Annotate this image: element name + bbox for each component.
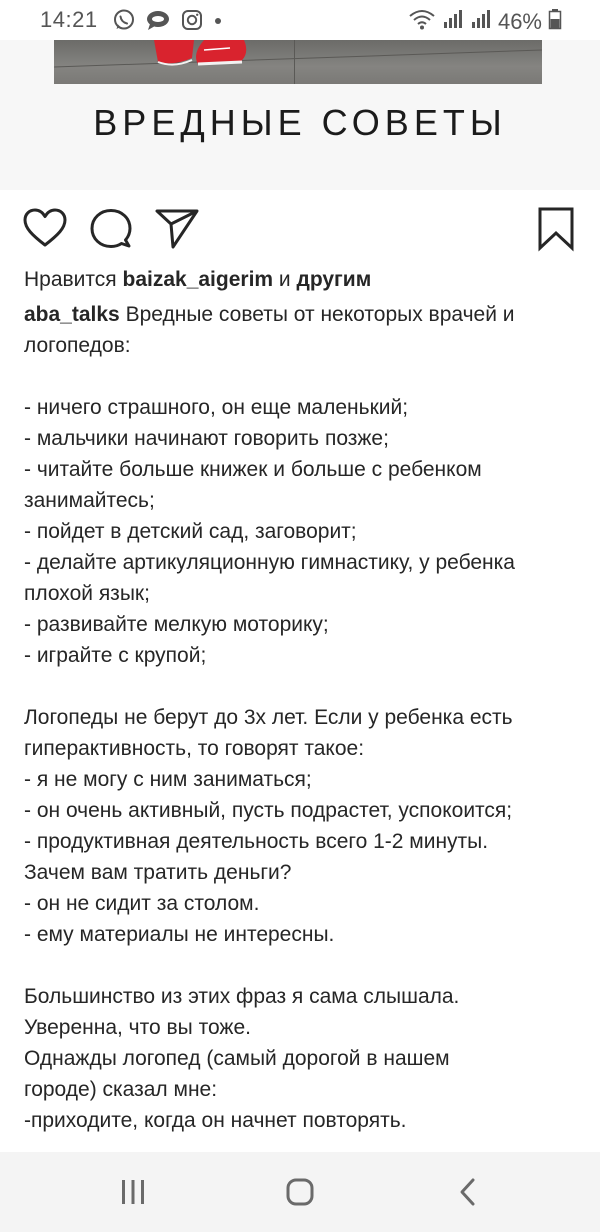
- share-icon[interactable]: [154, 206, 200, 252]
- post-image-title: ВРЕДНЫЕ СОВЕТЫ: [93, 102, 507, 143]
- instagram-icon: [180, 8, 204, 38]
- caption-line: логопедов:: [24, 334, 131, 357]
- likes-line: [24, 264, 580, 295]
- caption-line: - ему материалы не интересны.: [24, 923, 335, 946]
- caption-line: Большинство из этих фраз я сама слышала.: [24, 985, 460, 1008]
- heart-icon[interactable]: [22, 206, 68, 252]
- caption-line: гиперактивность, то говорят такое:: [24, 737, 365, 760]
- caption-line: - пойдет в детский сад, заговорит;: [24, 520, 357, 543]
- caption-line: городе) сказал мне:: [24, 1078, 218, 1101]
- likes-prefix: Нравится: [24, 268, 123, 291]
- caption-line: - мальчики начинают говорить позже;: [24, 427, 389, 450]
- caption-line: - развивайте мелкую моторику;: [24, 613, 329, 636]
- status-time: 14:21: [40, 7, 98, 32]
- post-image[interactable]: [0, 40, 600, 190]
- signal-icon: [442, 7, 464, 37]
- status-notification-icons: [112, 8, 223, 38]
- caption-line: - играйте с крупой;: [24, 644, 207, 667]
- whatsapp-icon: [112, 8, 136, 38]
- caption-line: - он очень активный, пусть подрастет, успокоится;: [24, 799, 513, 822]
- likes-middle: и: [273, 268, 297, 291]
- caption-line: - продуктивная деятельность всего 1-2 минуты.: [24, 830, 489, 853]
- post-actions: [0, 206, 600, 252]
- signal-icon: [470, 7, 492, 37]
- caption-author-link[interactable]: aba_talks: [24, 303, 120, 326]
- caption-line: - делайте артикуляционную гимнастику, у ребенка: [24, 551, 515, 574]
- battery-percent: 46%: [497, 9, 542, 34]
- caption-line: - он не сидит за столом.: [24, 892, 260, 915]
- status-system-icons: [408, 7, 562, 37]
- caption-text: Вредные советы от некоторых врачей и: [119, 303, 515, 326]
- caption-line: Однажды логопед (самый дорогой в нашем: [24, 1047, 450, 1070]
- caption-body: [24, 299, 580, 1136]
- caption-line: - ничего страшного, он еще маленький;: [24, 396, 409, 419]
- liked-by-user-link[interactable]: baizak_aigerim: [122, 268, 274, 291]
- caption-blank-line: [24, 361, 580, 392]
- status-bar: [0, 0, 600, 40]
- caption-blank-line: [24, 671, 580, 702]
- caption-blank-line: [24, 950, 580, 981]
- system-nav-bar: [0, 1152, 600, 1232]
- caption-line: занимайтесь;: [24, 489, 155, 512]
- dot-icon: [213, 8, 223, 38]
- bookmark-icon[interactable]: [533, 206, 579, 252]
- caption-line: Зачем вам тратить деньги?: [24, 861, 292, 884]
- comment-icon[interactable]: [88, 206, 134, 252]
- back-icon[interactable]: [448, 1172, 488, 1212]
- caption-line: Уверенна, что вы тоже.: [24, 1016, 251, 1039]
- caption-line: плохой язык;: [24, 582, 150, 605]
- caption-first-line: [24, 299, 580, 330]
- recents-icon[interactable]: [113, 1172, 153, 1212]
- caption-line: - читайте больше книжек и больше с ребенком: [24, 458, 482, 481]
- battery-icon: [548, 7, 562, 37]
- caption-line: Логопеды не берут до 3х лет. Если у ребенка есть: [24, 706, 513, 729]
- wifi-icon: [408, 7, 436, 37]
- caption-line: -приходите, когда он начнет повторять.: [24, 1109, 407, 1132]
- post-photo: [54, 40, 542, 84]
- likes-others-link[interactable]: другим: [296, 268, 372, 291]
- post-caption: [24, 264, 580, 1136]
- chat-bubble-icon: [145, 8, 171, 38]
- home-icon[interactable]: [280, 1172, 320, 1212]
- caption-lines: [24, 330, 580, 1136]
- caption-line: - я не могу с ним заниматься;: [24, 768, 312, 791]
